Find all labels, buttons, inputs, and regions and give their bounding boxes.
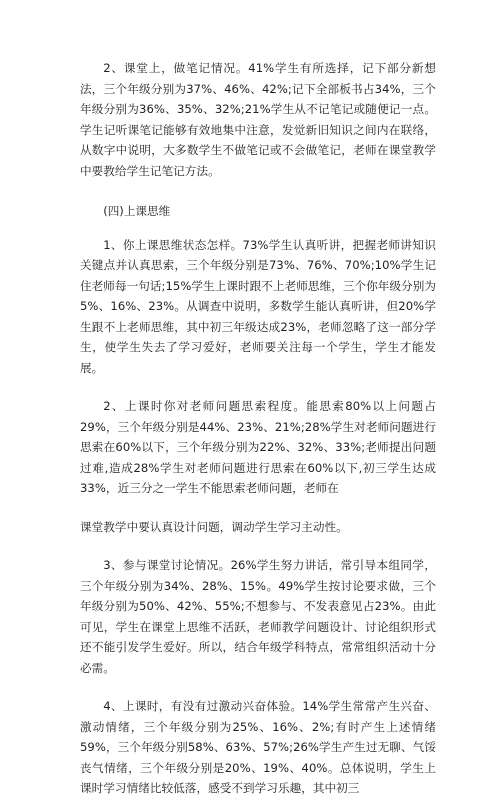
paragraph-question-thinking: 2、上课时你对老师问题思索程度。能思索80%以上问题占29%，三个年级分别是44%、23%、21%;28%学生对老师问题进行思索在60%以下，三个年级分别为22%、32%、33%;老师提出问题过难,造成28%学生对老师问题进行思索在60%以下,初三学生达成33%，近三分之一学生不能思索老师问题，老师在: [80, 399, 436, 495]
document-page: [80, 58, 436, 799]
paragraph-question-thinking-continued: 课堂教学中要认真设计问题，调动学生学习主动性。: [80, 519, 348, 534]
section-heading-thinking: (四)上课思维: [103, 204, 171, 218]
paragraph-note-taking: 2、课堂上，做笔记情况。41%学生有所选择，记下部分新想法，三个年级分别为37%、46%、42%;记下全部板书占34%，三个年级分别为36%、35%、32%;21%学生从不记笔记或随便记一点。学生记听课笔记能够有效地集中注意，发觉新旧知识之间内在联络，从数字中说明，大多数学生不做笔记或不会做笔记，老师在课堂教学中要教给学生记笔记方法。: [80, 61, 436, 178]
paragraph-discussion: 3、参与课堂讨论情况。26%学生努力讲话，常引导本组同学，三个年级分别为34%、28%、15%。49%学生按讨论要求做，三个年级分别为50%、42%、55%;不想参与、不发表意见占23%。由此可见，学生在课堂上思维不活跃，老师教学问题设计、讨论组织形式还不能引发学生爱好。所以，结合年级学科特点，常常组织活动十分必需。: [80, 558, 436, 675]
paragraph-thinking-state: 1、你上课思维状态怎样。73%学生认真听讲，把握老师讲知识关键点并认真思索，三个年级分别是73%、76%、70%;10%学生记住老师每一句话;15%学生上课时跟不上老师思维，三个你年级分别为5%、16%、23%。从调查中说明，多数学生能认真听讲，但20%学生跟不上老师思维，其中初三年级达成23%，老师忽略了这一部分学生，使学生失去了学习爱好，老师要关注每一个学生，学生才能发展。: [80, 237, 436, 375]
paragraph-excitement: 4、上课时，有没有过激动兴奋体验。14%学生常常产生兴奋、激动情绪，三个年级分别为25%、16%、2%;有时产生上述情绪59%，三个年级分别58%、63%、57%;26%学生产生过无聊、气馁丧气情绪，三个年级分别是20%、19%、40%。总体说明，学生上课时学习情绪比较低落，感受不到学习乐趣，其中初三: [80, 699, 436, 795]
